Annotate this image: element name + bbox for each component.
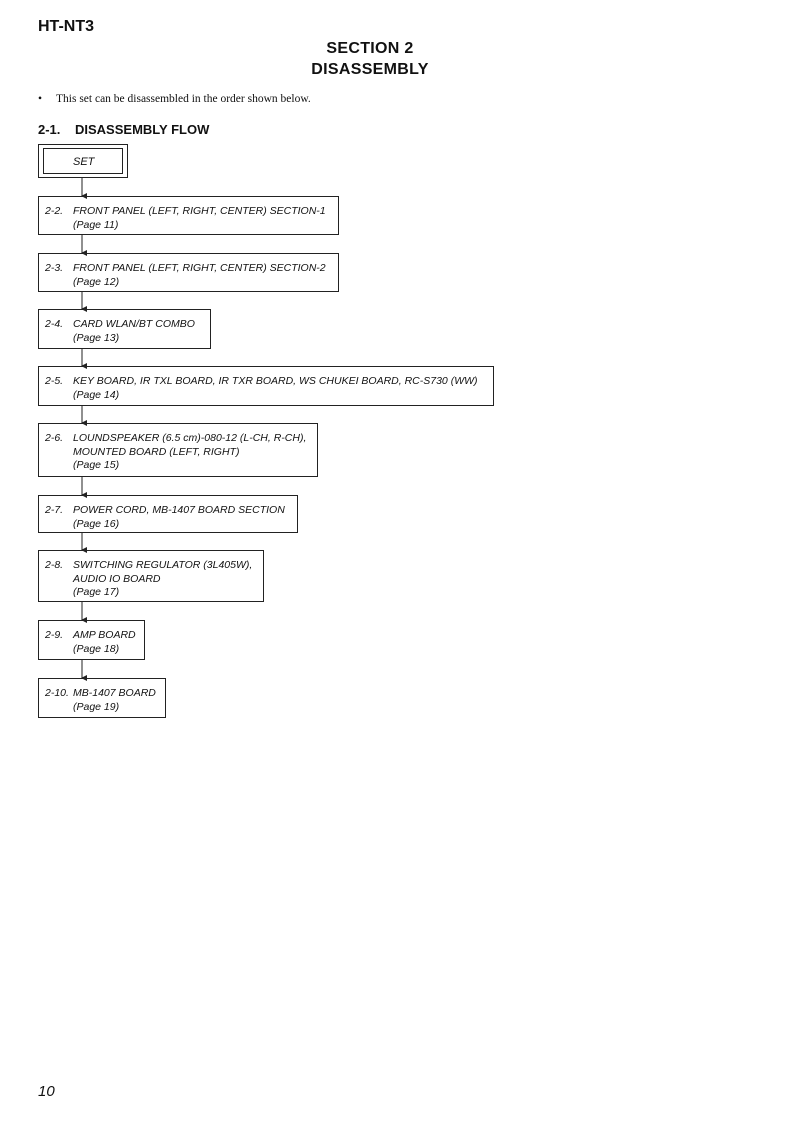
step-title-line-2: MOUNTED BOARD (LEFT, RIGHT)	[73, 445, 240, 458]
page-number: 10	[38, 1083, 55, 1100]
step-title: POWER CORD, MB-1407 BOARD SECTION	[73, 504, 285, 516]
step-page-ref: (Page 12)	[73, 275, 120, 288]
step-title: KEY BOARD, IR TXL BOARD, IR TXR BOARD, WS CHUKEI BOARD, RC-S730 (WW)	[73, 375, 478, 387]
step-number: 2-8.	[45, 559, 64, 571]
step-title: FRONT PANEL (LEFT, RIGHT, CENTER) SECTION-2	[73, 262, 326, 274]
step-number: 2-9.	[45, 629, 64, 641]
step-page-ref: (Page 13)	[73, 331, 120, 344]
step-number: 2-4.	[45, 318, 64, 330]
step-title: FRONT PANEL (LEFT, RIGHT, CENTER) SECTION-1	[73, 205, 326, 217]
step-page-ref: (Page 11)	[73, 218, 119, 231]
set-label: SET	[43, 148, 123, 174]
step-title: MB-1407 BOARD	[73, 687, 156, 699]
step-page-ref: (Page 18)	[73, 642, 120, 655]
flow-heading-number: 2-1.	[38, 122, 61, 137]
step-title-line-1: SWITCHING REGULATOR (3L405W),	[73, 559, 253, 571]
step-title: AMP BOARD	[73, 629, 136, 641]
step-number: 2-7.	[45, 504, 64, 516]
step-page-ref: (Page 17)	[73, 586, 120, 598]
intro-text: This set can be disassembled in the order shown below.	[56, 93, 311, 105]
step-number: 2-2.	[45, 205, 64, 217]
step-page-ref: (Page 19)	[73, 700, 120, 713]
step-number: 2-10.	[45, 687, 69, 699]
step-title-line-2: AUDIO IO BOARD	[73, 572, 161, 585]
model-name: HT-NT3	[38, 18, 94, 35]
step-page-ref: (Page 16)	[73, 517, 120, 530]
flow-heading-text: DISASSEMBLY FLOW	[75, 122, 210, 137]
step-page-ref: (Page 15)	[73, 459, 120, 471]
section-title: DISASSEMBLY	[311, 61, 429, 78]
step-title: CARD WLAN/BT COMBO	[73, 318, 195, 330]
step-number: 2-6.	[45, 432, 64, 444]
step-number: 2-3.	[45, 262, 64, 274]
bullet-icon: •	[38, 93, 43, 105]
step-page-ref: (Page 14)	[73, 388, 120, 401]
step-number: 2-5.	[45, 375, 64, 387]
step-title-line-1: LOUNDSPEAKER (6.5 cm)-080-12 (L-CH, R-CH),	[73, 432, 307, 444]
section-number: SECTION 2	[326, 40, 414, 57]
